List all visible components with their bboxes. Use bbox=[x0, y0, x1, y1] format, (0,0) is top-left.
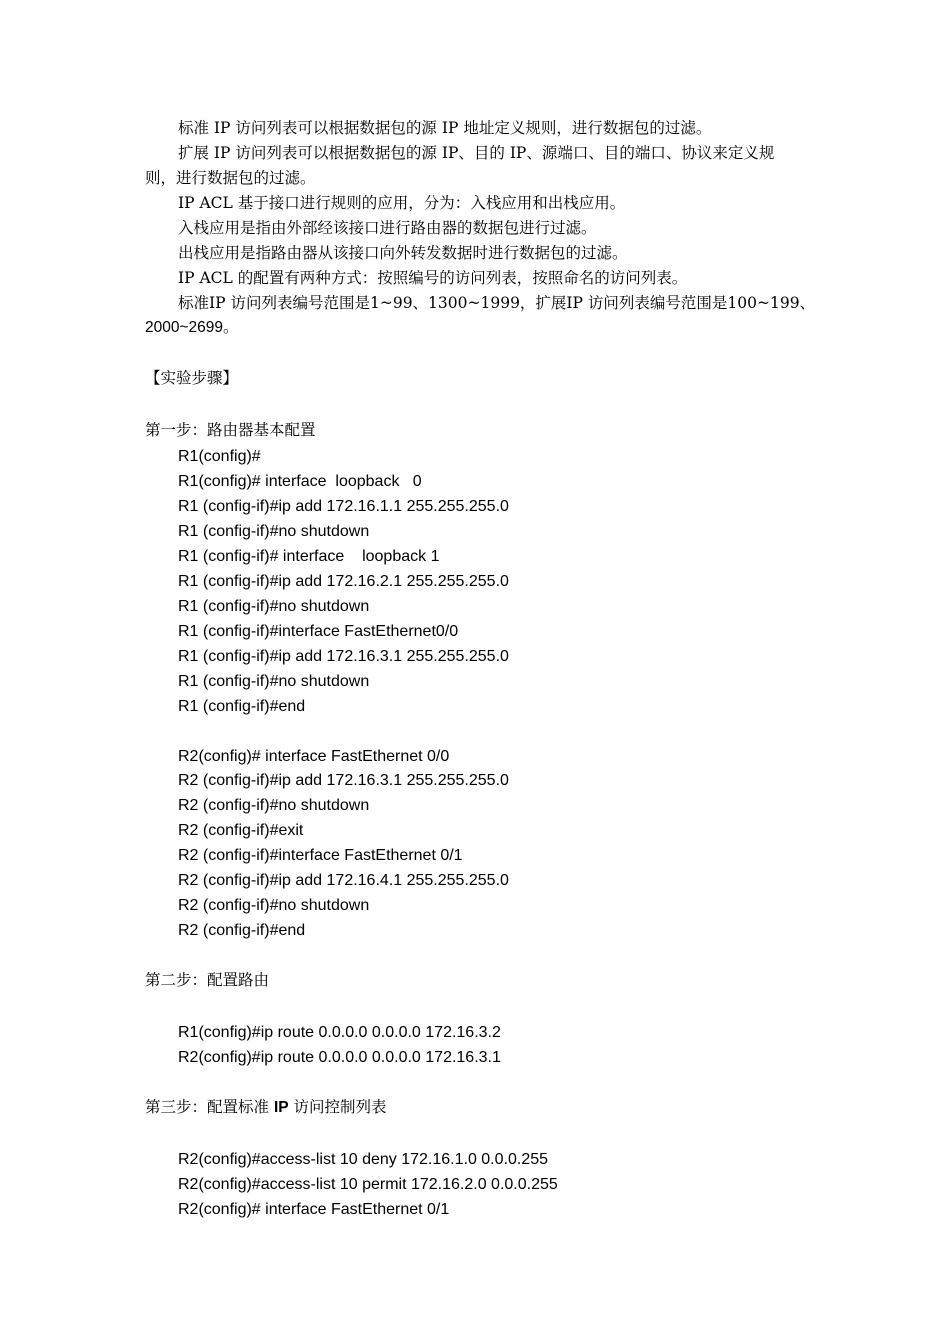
step3-heading-suffix: 访问控制列表 bbox=[288, 1098, 387, 1116]
step3-heading bbox=[145, 1097, 387, 1118]
step3-heading-prefix: 第三步：配置标准 bbox=[145, 1098, 274, 1116]
code-line: R1 (config-if)#end bbox=[178, 698, 306, 715]
intro-paragraph-number-ranges-cont: 2000~2699。 bbox=[145, 319, 239, 336]
intro-paragraph-outbound: 出栈应用是指路由器从该接口向外转发数据时进行数据包的过滤。 bbox=[178, 244, 628, 262]
step3-heading-ip: IP bbox=[273, 1099, 289, 1116]
section-title-experiment-steps: 【实验步骤】 bbox=[145, 369, 239, 387]
intro-paragraph-extended-acl: 扩展 IP 访问列表可以根据数据包的源 IP、目的 IP、源端口、目的端口、协议来定义规 bbox=[178, 144, 775, 162]
intro-paragraph-acl-application: IP ACL 基于接口进行规则的应用，分为：入栈应用和出栈应用。 bbox=[178, 194, 626, 212]
code-line: R2(config)# interface FastEthernet 0/1 bbox=[178, 1201, 450, 1218]
code-line: R1 (config-if)#ip add 172.16.1.1 255.255.255.0 bbox=[178, 498, 509, 515]
code-line: R1(config)# interface loopback 0 bbox=[178, 473, 422, 490]
code-line: R1(config)#ip route 0.0.0.0 0.0.0.0 172.16.3.2 bbox=[178, 1024, 501, 1041]
intro-paragraph-standard-acl: 标准 IP 访问列表可以根据数据包的源 IP 地址定义规则，进行数据包的过滤。 bbox=[178, 119, 712, 137]
code-line: R2(config)#access-list 10 deny 172.16.1.0 0.0.0.255 bbox=[178, 1151, 549, 1168]
code-line: R2 (config-if)#no shutdown bbox=[178, 797, 370, 814]
intro-paragraph-config-methods: IP ACL 的配置有两种方式：按照编号的访问列表，按照命名的访问列表。 bbox=[178, 269, 688, 287]
step2-heading: 第二步：配置路由 bbox=[145, 971, 270, 989]
code-line: R1(config)# bbox=[178, 448, 261, 465]
code-line: R2(config)# interface FastEthernet 0/0 bbox=[178, 748, 450, 765]
code-line: R1 (config-if)#no shutdown bbox=[178, 523, 370, 540]
code-line: R2 (config-if)#interface FastEthernet 0/1 bbox=[178, 847, 463, 864]
code-line: R1 (config-if)# interface loopback 1 bbox=[178, 548, 440, 565]
code-line: R2 (config-if)#ip add 172.16.3.1 255.255.255.0 bbox=[178, 772, 509, 789]
code-line: R1 (config-if)#ip add 172.16.3.1 255.255.255.0 bbox=[178, 648, 509, 665]
code-line: R1 (config-if)#no shutdown bbox=[178, 673, 370, 690]
code-line: R2(config)#ip route 0.0.0.0 0.0.0.0 172.16.3.1 bbox=[178, 1049, 501, 1066]
intro-paragraph-inbound: 入栈应用是指由外部经该接口进行路由器的数据包进行过滤。 bbox=[178, 219, 597, 237]
code-line: R2(config)#access-list 10 permit 172.16.2.0 0.0.0.255 bbox=[178, 1176, 558, 1193]
code-line: R2 (config-if)#exit bbox=[178, 822, 304, 839]
step1-heading: 第一步：路由器基本配置 bbox=[145, 421, 316, 439]
code-line: R2 (config-if)#ip add 172.16.4.1 255.255.255.0 bbox=[178, 872, 509, 889]
code-line: R1 (config-if)#ip add 172.16.2.1 255.255.255.0 bbox=[178, 573, 509, 590]
code-line: R2 (config-if)#end bbox=[178, 922, 306, 939]
code-line: R2 (config-if)#no shutdown bbox=[178, 897, 370, 914]
intro-paragraph-number-ranges: 标准IP 访问列表编号范围是1~99、1300~1999，扩展IP 访问列表编号范围是100~199、 bbox=[178, 294, 816, 312]
code-line: R1 (config-if)#no shutdown bbox=[178, 598, 370, 615]
code-line: R1 (config-if)#interface FastEthernet0/0 bbox=[178, 623, 459, 640]
intro-paragraph-extended-acl-cont: 则，进行数据包的过滤。 bbox=[145, 169, 316, 187]
